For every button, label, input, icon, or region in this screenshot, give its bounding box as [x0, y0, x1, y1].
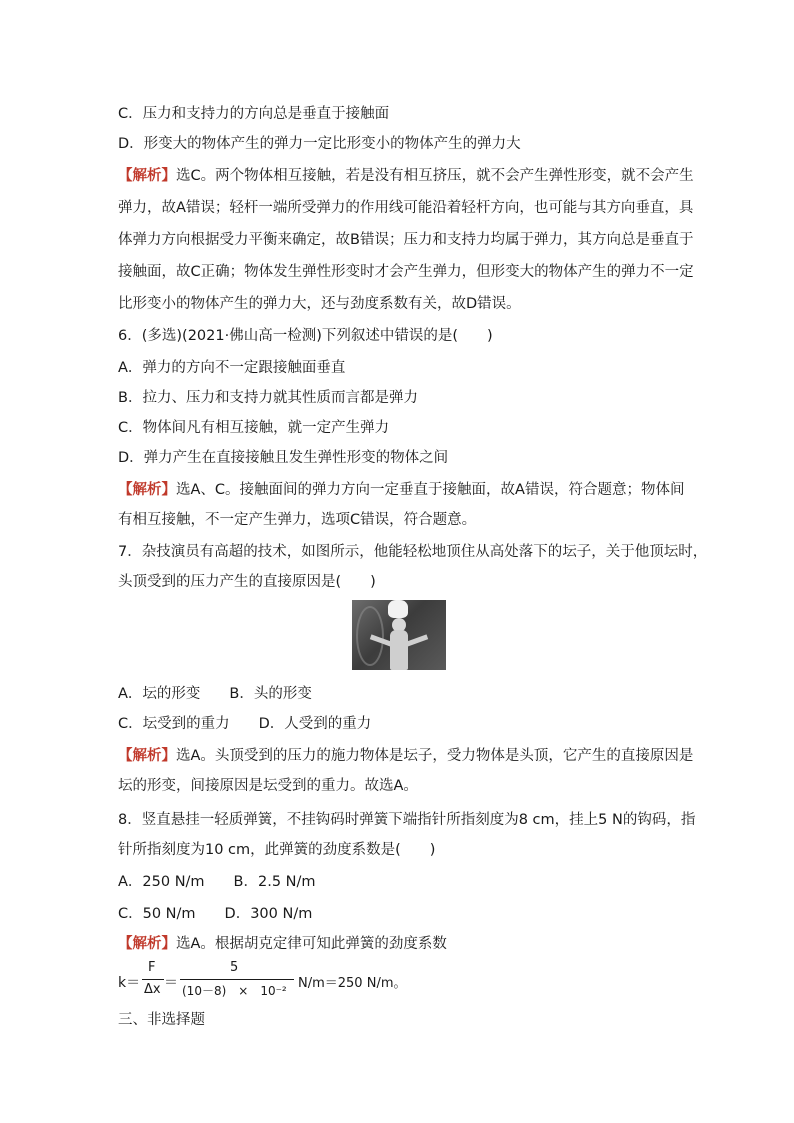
question-7-line2: 头顶受到的压力产生的直接原因是( ): [118, 574, 376, 590]
option-c-q6: C．物体间凡有相互接触，就一定产生弹力: [118, 420, 390, 436]
option-d-q6: D．弹力产生在直接接触且发生弹性形变的物体之间: [118, 450, 449, 466]
option-a-q6: A．弹力的方向不一定跟接触面垂直: [118, 360, 346, 376]
analysis-q7-line1: 【解析】选A。头顶受到的压力的施力物体是坛子，受力物体是头顶，它产生的直接原因是: [118, 748, 694, 764]
option-b-q6: B．拉力、压力和支持力就其性质而言都是弹力: [118, 390, 418, 406]
hooke-formula: k＝ F Δx ＝ 5 (10－8) × 10⁻² N/m＝250 N/m。: [118, 960, 407, 998]
analysis-q7-line2: 坛的形变，间接原因是坛受到的重力。故选A。: [118, 778, 418, 794]
analysis-q6-line2: 有相互接触，不一定产生弹力，选项C错误，符合题意。: [118, 512, 477, 528]
question-6: 6．(多选)(2021·佛山高一检测)下列叙述中错误的是( ): [118, 328, 493, 344]
analysis-q5-line3: 体弹力方向根据受力平衡来确定，故B错误；压力和支持力均属于弹力，其方向总是垂直于: [118, 232, 694, 248]
question-8-line1: 8．竖直悬挂一轻质弹簧，不挂钩码时弹簧下端指针所指刻度为8 cm，挂上5 N的钩码，指: [118, 812, 696, 828]
analysis-q5-line1: 【解析】选C。两个物体相互接触，若是没有相互挤压，就不会产生弹性形变，就不会产生: [118, 168, 694, 184]
question-8-line2: 针所指刻度为10 cm，此弹簧的劲度系数是( ): [118, 842, 436, 858]
question-7-line1: 7．杂技演员有高超的技术，如图所示，他能轻松地顶住从高处落下的坛子，关于他顶坛时，: [118, 544, 708, 560]
option-d-q5: D．形变大的物体产生的弹力一定比形变小的物体产生的弹力大: [118, 136, 521, 152]
option-c-q5: C．压力和支持力的方向总是垂直于接触面: [118, 106, 390, 122]
section-heading-nonchoice: 三、非选择题: [118, 1012, 205, 1028]
analysis-q6-line1: 【解析】选A、C。接触面间的弹力方向一定垂直于接触面，故A错误，符合题意；物体间: [118, 482, 685, 498]
options-cd-q8: C．50 N/m D．300 N/m: [118, 906, 313, 922]
options-ab-q7: A．坛的形变 B．头的形变: [118, 686, 312, 702]
analysis-q8-line1: 【解析】选A。根据胡克定律可知此弹簧的劲度系数: [118, 936, 447, 952]
analysis-q5-line4: 接触面，故C正确；物体发生弹性形变时才会产生弹力，但形变大的物体产生的弹力不一定: [118, 264, 694, 280]
analysis-q5-line2: 弹力，故A错误；轻杆一端所受弹力的作用线可能沿着轻杆方向，也可能与其方向垂直，具: [118, 200, 694, 216]
acrobat-photo: [352, 600, 446, 670]
options-ab-q8: A．250 N/m B．2.5 N/m: [118, 874, 316, 890]
analysis-tag: 【解析】: [118, 168, 176, 184]
analysis-q5-line5: 比形变小的物体产生的弹力大，还与劲度系数有关，故D错误。: [118, 296, 521, 312]
options-cd-q7: C．坛受到的重力 D．人受到的重力: [118, 716, 372, 732]
